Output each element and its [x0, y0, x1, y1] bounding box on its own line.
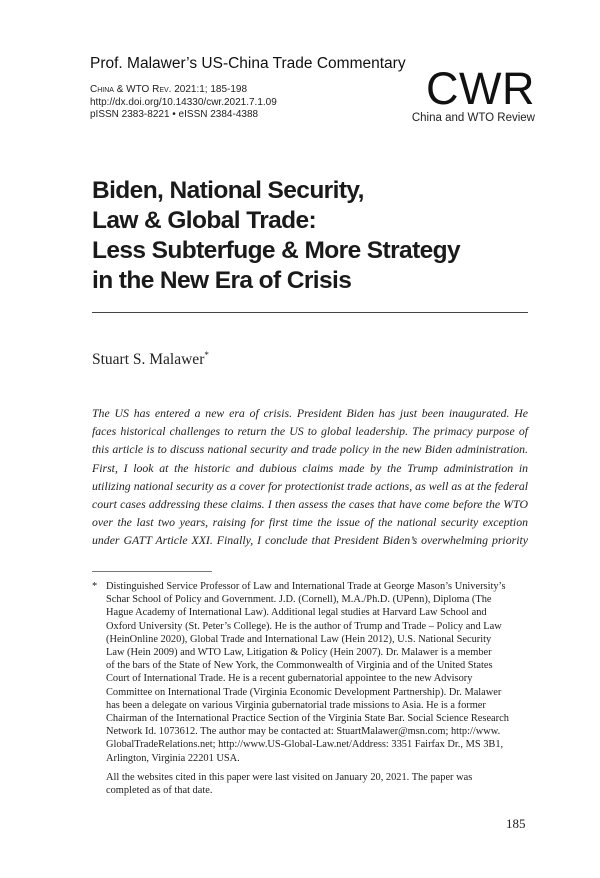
title-line: Less Subterfuge & More Strategy — [92, 237, 461, 264]
author-line — [92, 350, 209, 369]
footnote-line: Court of International Trade. He is a recent gubernatorial appointee to the new Advisory — [106, 673, 473, 685]
doi-link[interactable]: http://dx.doi.org/10.14330/cwr.2021.7.1.09 — [90, 96, 277, 108]
footnote-line: Network Id. 1073612. The author may be contacted at: StuartMalawer@msn.com; http://www. — [106, 726, 501, 738]
title-divider — [92, 312, 528, 313]
abstract-line: under GATT Article XXI. Finally, I conclude that President Biden’s overwhelming priority — [92, 533, 528, 548]
author-name: Stuart S. Malawer — [92, 351, 205, 369]
abstract-line: The US has entered a new era of crisis. President Biden has just been inaugurated. He — [92, 406, 528, 420]
footnote-line: Schar School of Policy and Government. J.D. (Cornell), M.A./Ph.D. (UPenn), Diploma (The — [106, 594, 492, 606]
footnote-line: has been a delegate on various Virginia gubernatorial trade missions to Asia. He is a former — [106, 699, 486, 711]
page-number: 185 — [506, 816, 526, 831]
footnote-line: Committee on International Trade (Virginia Economic Development Partnership). Dr. Malawer — [106, 686, 502, 698]
author-footnote-mark[interactable]: * — [204, 350, 209, 360]
footnote-line: of the bars of the State of New York, the Commonwealth of Virginia and of the United States — [106, 660, 493, 672]
title-line: Biden, National Security, — [92, 177, 364, 204]
footnote-body — [106, 580, 532, 765]
abstract-line: this article is to discuss national security and trade policy in the new Biden administration. — [92, 442, 528, 457]
abstract — [92, 404, 528, 550]
footnote-line: (HeinOnline 2020), Global Trade and International Law (Hein 2012), U.S. National Security — [106, 633, 492, 645]
footnote-mark: * — [92, 581, 98, 592]
footnote — [92, 580, 532, 797]
footnote-note-line: All the websites cited in this paper were last visited on January 20, 2021. The paper was — [106, 771, 473, 783]
issn: pISSN 2383-8221 • eISSN 2384-4388 — [90, 109, 259, 120]
logo-subtitle: China and WTO Review — [411, 112, 535, 124]
footnote-line: GlobalTradeRelations.net; http://www.US-Global-Law.net/Address: 3351 Fairfax Dr., MS 3B1, — [106, 739, 504, 751]
footnote-note-line: completed as of that date. — [106, 785, 213, 797]
footnote-line: Law (Hein 2009) and WTO Law, Litigation & Policy (Hein 2007). Dr. Malawer is a member — [106, 647, 492, 659]
footnote-line: Oxford University (St. Peter’s College). He is the author of Trump and Trade – Policy and Law — [106, 620, 502, 632]
abstract-line: faces historical challenges to return the US to global leadership. The primacy purpose of — [92, 424, 528, 439]
abstract-line: First, I look at the historic and dubious claims made by the Trump administration in — [92, 460, 528, 475]
title-line: in the New Era of Crisis — [92, 267, 352, 294]
article-title — [92, 176, 532, 296]
citation: China & WTO Rev. 2021:1; 185-198 — [90, 84, 248, 95]
abstract-line: over the last two years, raising for first time the issue of the national security exception — [92, 515, 528, 530]
abstract-line: court cases addressing these claims. I then assess the cases that have come before the WTO — [92, 497, 528, 512]
footnote-websites-note — [106, 771, 532, 797]
footnote-line: Distinguished Service Professor of Law and International Trade at George Mason’s University’s — [106, 581, 506, 592]
footnote-line: Arlington, Virginia 22201 USA. — [106, 752, 240, 764]
footnote-line: Chairman of the International Practice Section of the Virginia State Bar. Social Science Research — [106, 713, 509, 725]
abstract-line: utilizing national security as a cover for protectionist trade actions, as well as at the federal — [92, 478, 528, 493]
footnote-divider — [92, 571, 212, 572]
journal-logo — [395, 63, 535, 124]
footnote-line: Hague Academy of International Law). Additional legal studies at Harvard Law School and — [106, 607, 487, 619]
citation-block — [90, 84, 277, 122]
series-title: Prof. Malawer’s US-China Trade Commentary — [90, 55, 406, 72]
logo-text: CWR — [426, 63, 535, 114]
title-line: Law & Global Trade: — [92, 207, 317, 234]
